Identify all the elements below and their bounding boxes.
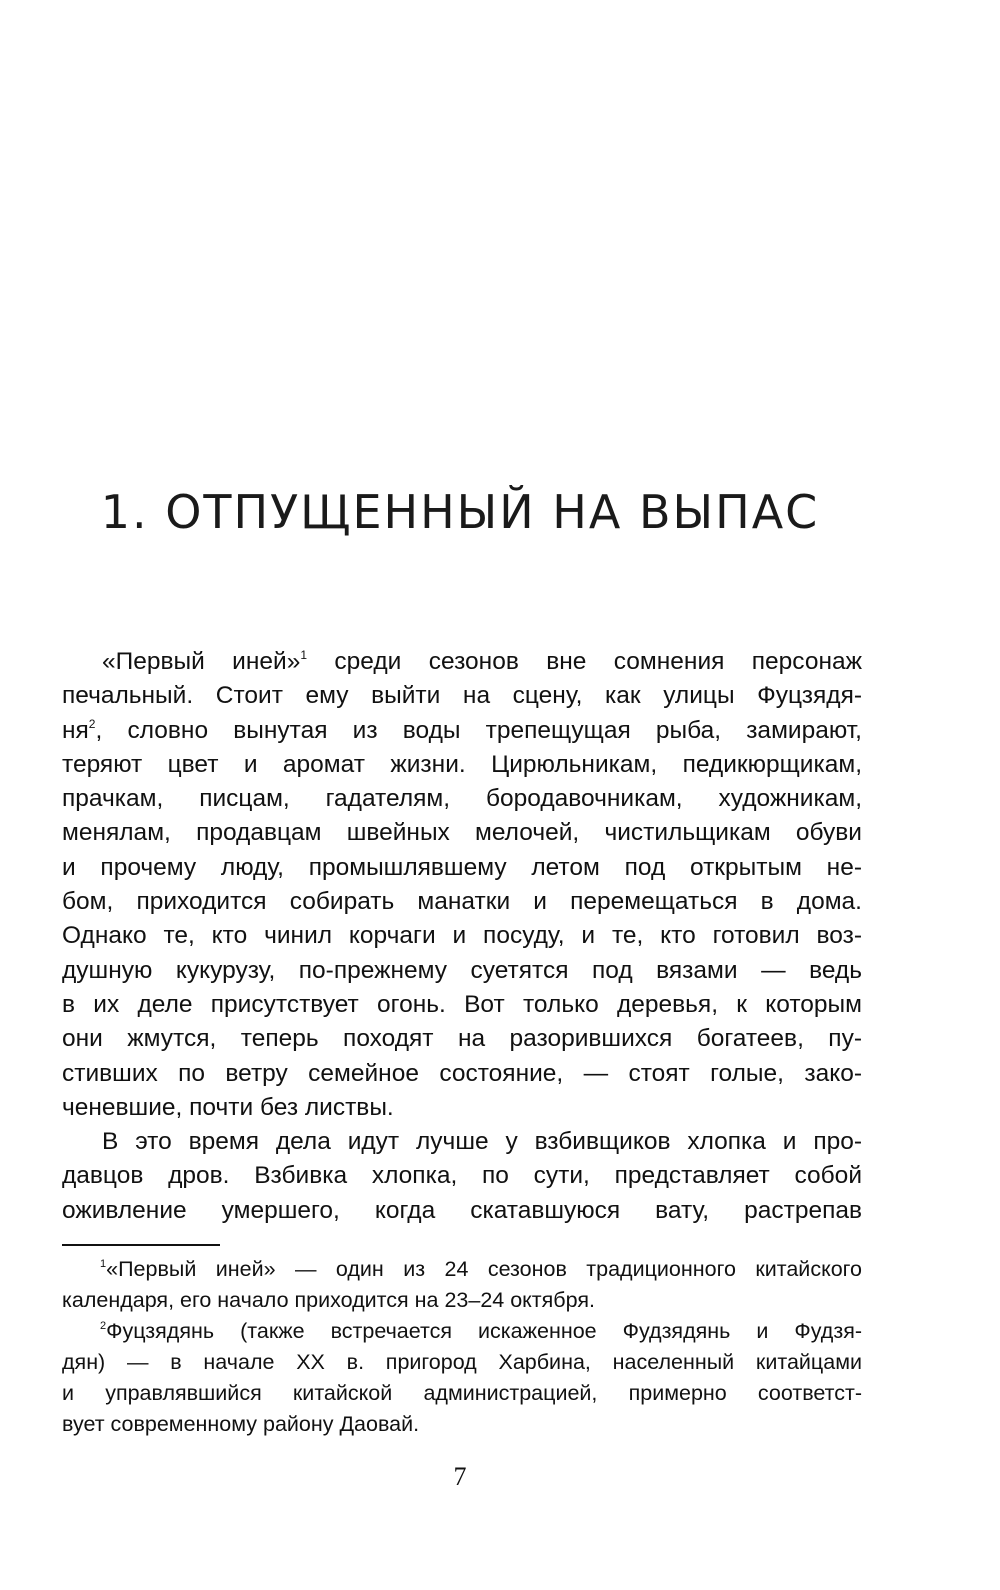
line-text: прачкам, писцам, гадателям, бородавочникам, художникам, — [62, 785, 862, 813]
line-text: стивших по ветру семейное состояние, — стоят голые, зако- — [62, 1059, 862, 1087]
text-line — [62, 1125, 862, 1159]
line-text: ченевшие, почти без листвы. — [62, 1093, 394, 1121]
line-text: в их деле присутствует огонь. Вот только деревья, к которым — [62, 990, 862, 1018]
footnote-marker: 1 — [100, 1258, 107, 1270]
text-line — [62, 679, 862, 713]
footnote-marker: 2 — [100, 1320, 107, 1332]
text-line — [62, 748, 862, 782]
text-line — [62, 782, 862, 816]
line-text: «Первый иней» — один из 24 сезонов традиционного китайского — [106, 1257, 862, 1281]
text-line — [62, 1159, 862, 1193]
body-text — [62, 645, 862, 1228]
line-text: менялам, продавцам швейных мелочей, чистильщикам обуви — [62, 819, 862, 847]
text-line — [62, 1347, 862, 1378]
line-text: В это время дела идут лучше у взбивщиков хлопка и про- — [102, 1128, 862, 1156]
footnote — [62, 1254, 862, 1316]
text-line — [62, 645, 862, 679]
footnote — [62, 1316, 862, 1440]
footnotes — [62, 1254, 862, 1440]
text-line — [62, 816, 862, 850]
text-line — [62, 1254, 862, 1285]
footnote-marker: 1 — [300, 648, 308, 662]
line-text: и управлявшийся китайской администрацией, примерно соответст- — [62, 1381, 862, 1405]
text-line — [62, 919, 862, 953]
line-text: календаря, его начало приходится на 23–24 октября. — [62, 1288, 595, 1312]
line-text: они жмутся, теперь походят на разорившихся богатеев, пу- — [62, 1025, 862, 1053]
line-text: бом, приходится собирать манатки и перемещаться в дома. — [62, 888, 862, 916]
line-text: оживление умершего, когда скатавшуюся вату, растрепав — [62, 1196, 862, 1224]
text-line — [62, 851, 862, 885]
line-text: вует современному району Даовай. — [62, 1412, 420, 1436]
chapter-title: 1. ОТПУЩЕННЫЙ НА ВЫПАС — [100, 485, 820, 539]
line-text: Однако те, кто чинил корчаги и посуду, и те, кто готовил воз- — [62, 922, 862, 950]
text-line — [62, 1409, 862, 1440]
line-text: теряют цвет и аромат жизни. Цирюльникам, педикюрщикам, — [62, 750, 862, 778]
text-line — [62, 1057, 862, 1091]
text-line — [62, 1022, 862, 1056]
text-line — [62, 954, 862, 988]
paragraph — [62, 1125, 862, 1228]
line-text: печальный. Стоит ему выйти на сцену, как улицы Фуцзядя- — [62, 682, 862, 710]
text-line — [62, 1378, 862, 1409]
footnote-marker: 2 — [88, 716, 96, 731]
text-line — [62, 714, 862, 748]
line-text: среди сезонов вне сомнения персонаж — [307, 648, 862, 675]
text-line — [62, 1316, 862, 1347]
page-number: 7 — [453, 1462, 467, 1491]
line-text: давцов дров. Взбивка хлопка, по сути, представляет собой — [62, 1162, 862, 1190]
line-text: Фуцзядянь (также встречается искаженное Фудзядянь и Фудзя- — [106, 1319, 862, 1343]
text-line — [62, 1285, 862, 1316]
line-text: душную кукурузу, по-прежнему суетятся под вязами — ведь — [62, 956, 862, 984]
paragraph — [62, 645, 862, 1125]
line-text: «Первый иней» — [102, 648, 301, 675]
text-line — [62, 1194, 862, 1228]
text-line — [62, 1091, 862, 1125]
line-text: дян) — в начале XX в. пригород Харбина, населенный китайцами — [62, 1350, 862, 1374]
line-text: , словно вынутая из воды трепещущая рыба, замирают, — [95, 716, 862, 744]
line-text: и прочему люду, промышлявшему летом под открытым не- — [62, 853, 862, 881]
text-line — [62, 988, 862, 1022]
footnote-separator — [62, 1244, 220, 1246]
line-text: ня — [62, 716, 89, 744]
text-line — [62, 885, 862, 919]
